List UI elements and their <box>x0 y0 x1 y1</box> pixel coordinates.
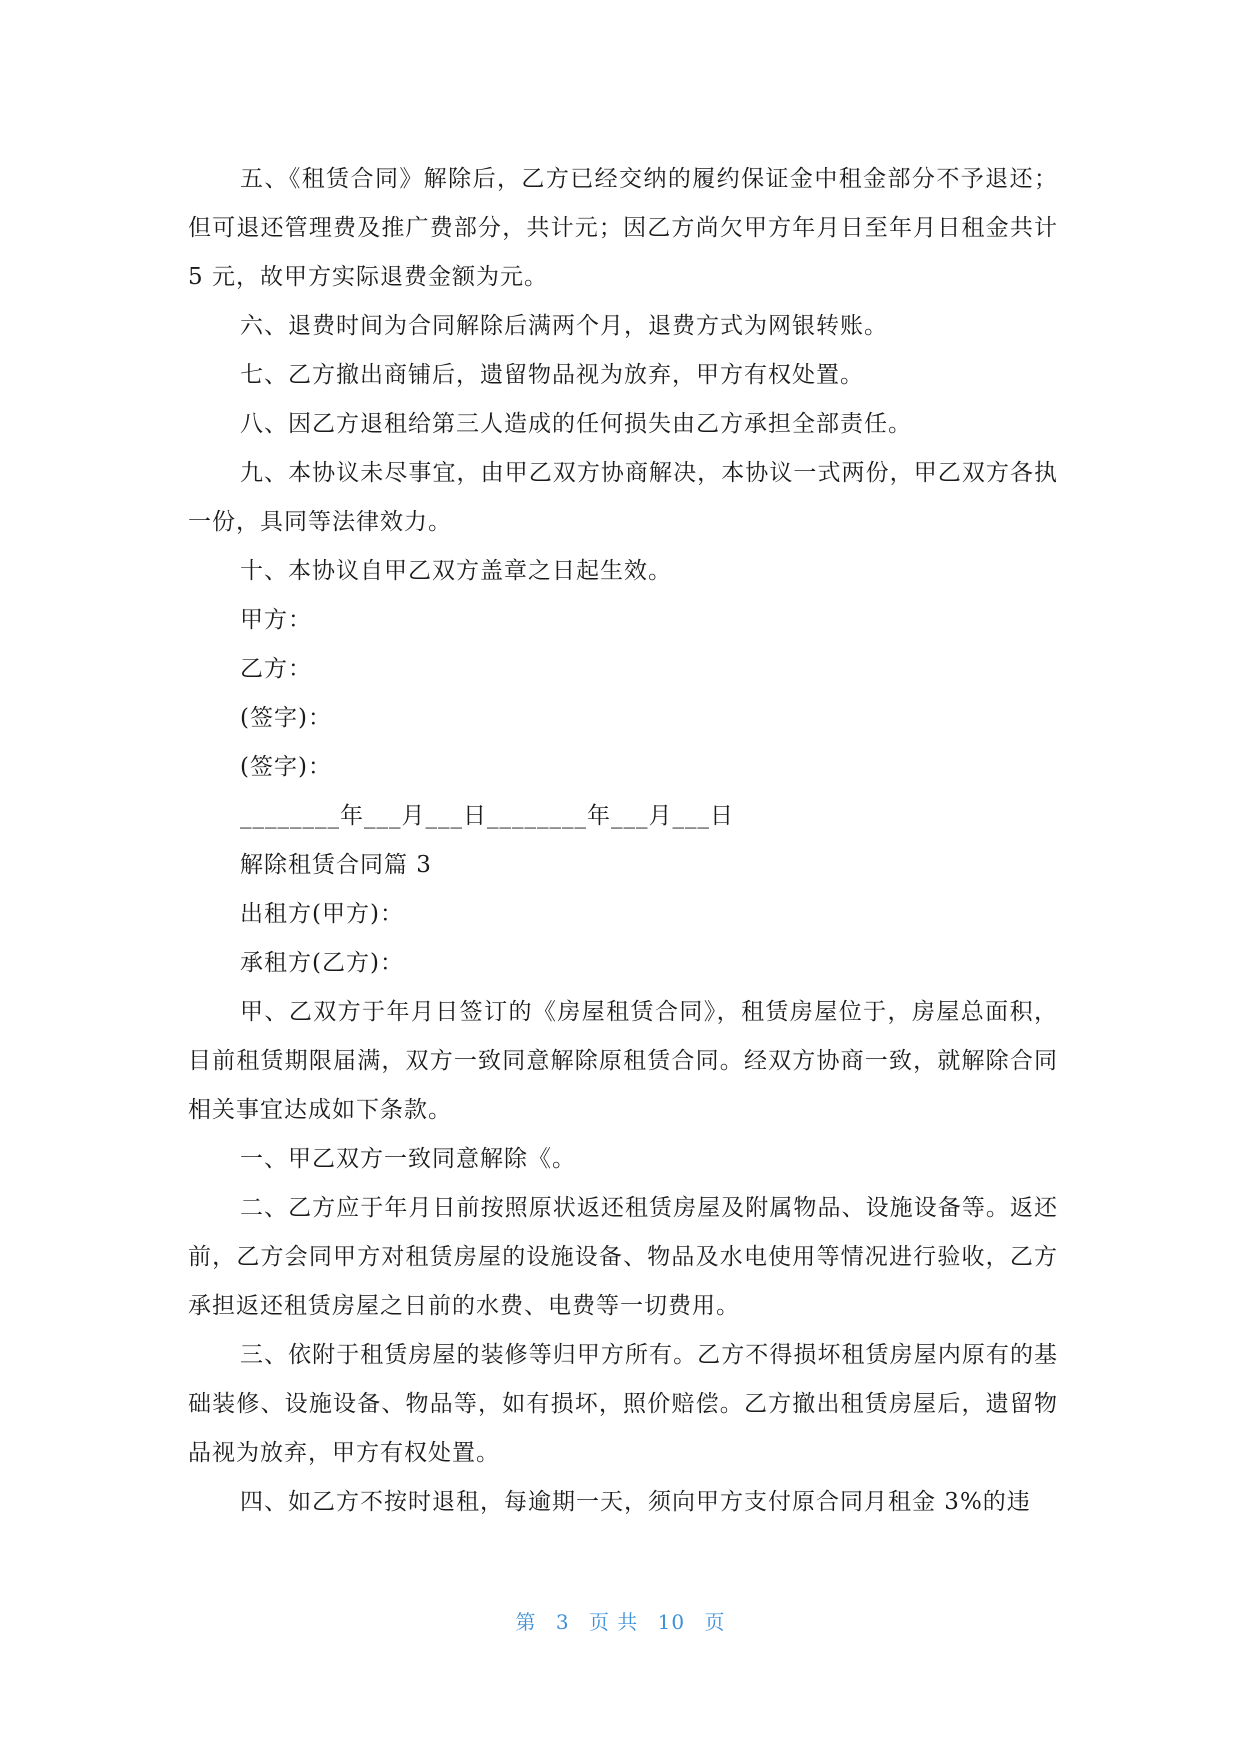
footer-label-di: 第 <box>515 1610 537 1634</box>
page-footer <box>0 1606 1241 1635</box>
paragraph-clause-9: 九、本协议未尽事宜，由甲乙双方协商解决，本协议一式两份，甲乙双方各执一份，具同等法律效力。 <box>188 460 1058 535</box>
date-line: ________年___月___日________年___月___日 <box>240 803 734 829</box>
paragraph-clause-6: 六、退费时间为合同解除后满两个月，退费方式为网银转账。 <box>240 313 888 339</box>
lessor-line: 出租方(甲方)： <box>240 901 404 927</box>
document-body <box>188 155 1067 1527</box>
party-b-line: 乙方： <box>240 656 312 682</box>
signature-line-2: (签字)： <box>240 754 332 780</box>
footer-label-ye-gong: 页 共 <box>588 1610 639 1634</box>
paragraph-clause-8: 八、因乙方退租给第三人造成的任何损失由乙方承担全部责任。 <box>240 411 912 437</box>
footer-total-pages: 10 <box>657 1610 686 1634</box>
paragraph-article-4: 四、如乙方不按时退租，每逾期一天，须向甲方支付原合同月租金 3%的违 <box>240 1489 1031 1515</box>
lessee-line: 承租方(乙方)： <box>240 950 404 976</box>
signature-line-1: (签字)： <box>240 705 332 731</box>
paragraph-preamble: 甲、乙双方于年月日签订的《房屋租赁合同》，租赁房屋位于，房屋总面积，目前租赁期限届满，双方一致同意解除原租赁合同。经双方协商一致，就解除合同相关事宜达成如下条款。 <box>188 999 1058 1123</box>
section-heading: 解除租赁合同篇 3 <box>240 852 432 878</box>
paragraph-article-3: 三、依附于租赁房屋的装修等归甲方所有。乙方不得损坏租赁房屋内原有的基础装修、设施设备、物品等，如有损坏，照价赔偿。乙方撤出租赁房屋后，遗留物品视为放弃，甲方有权处置。 <box>188 1342 1058 1466</box>
footer-current-page: 3 <box>555 1610 570 1634</box>
footer-label-ye: 页 <box>704 1610 726 1634</box>
paragraph-clause-5: 五、《租赁合同》解除后，乙方已经交纳的履约保证金中租金部分不予退还；但可退还管理费及推广费部分，共计元；因乙方尚欠甲方年月日至年月日租金共计 5 元，故甲方实际退费金额为元。 <box>188 166 1067 290</box>
paragraph-article-2: 二、乙方应于年月日前按照原状返还租赁房屋及附属物品、设施设备等。返还前，乙方会同甲方对租赁房屋的设施设备、物品及水电使用等情况进行验收，乙方承担返还租赁房屋之日前的水费、电费等一切费用。 <box>188 1195 1058 1319</box>
party-a-line: 甲方： <box>240 607 312 633</box>
paragraph-clause-7: 七、乙方撤出商铺后，遗留物品视为放弃，甲方有权处置。 <box>240 362 864 388</box>
paragraph-article-1: 一、甲乙双方一致同意解除《。 <box>240 1146 576 1172</box>
paragraph-clause-10: 十、本协议自甲乙双方盖章之日起生效。 <box>240 558 672 584</box>
